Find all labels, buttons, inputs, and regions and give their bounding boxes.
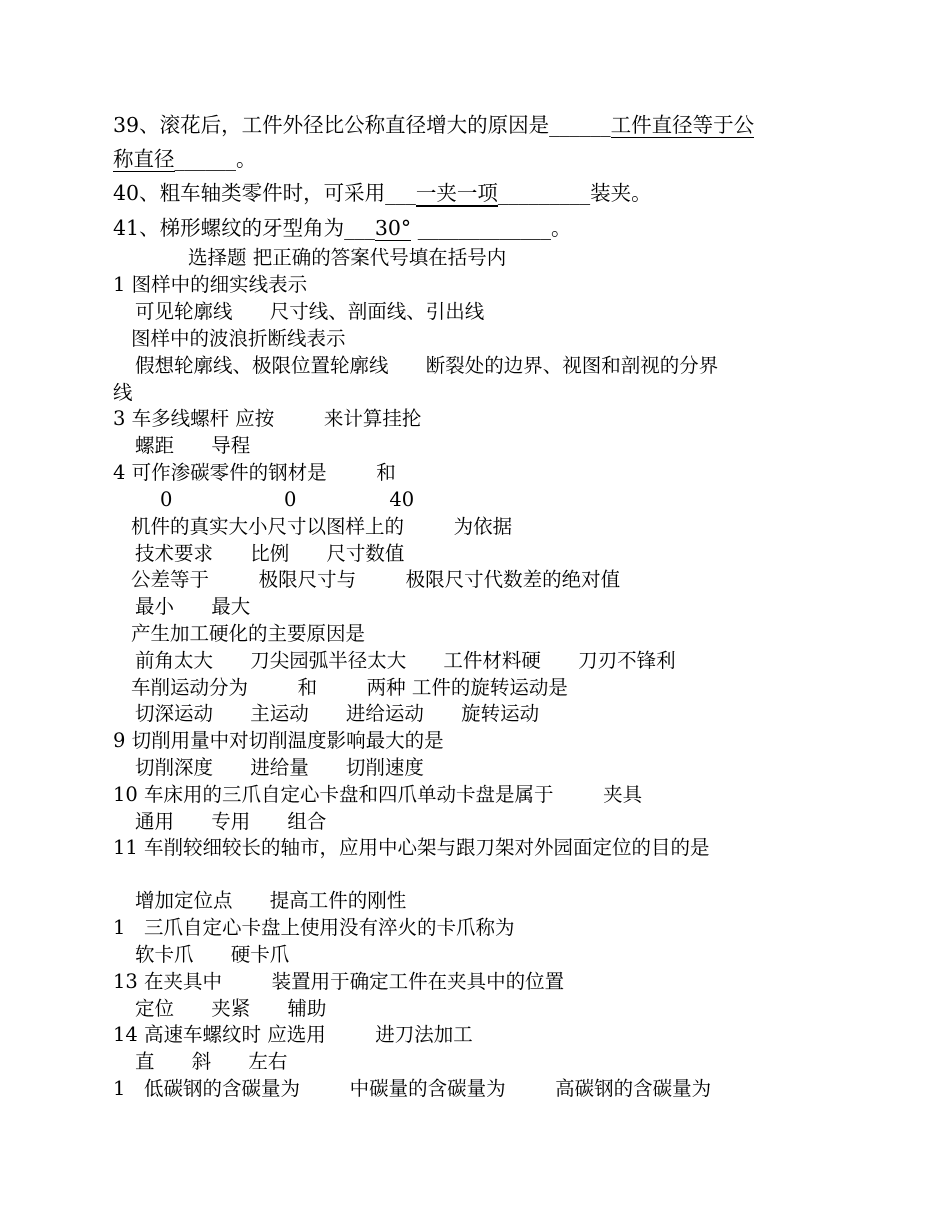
question-39	[113, 115, 754, 136]
q39-text: 39、滚花后，工件外径比公称直径增大的原因是	[113, 113, 550, 137]
question-41	[113, 218, 571, 239]
q40-text: 40、粗车轴类零件时，可采用	[113, 181, 386, 205]
choice-line: 4 可作渗碳零件的钢材是 和	[113, 461, 396, 484]
q41-end: 。	[550, 216, 572, 240]
choice-line: 软卡爪 硬卡爪	[135, 943, 290, 966]
choice-line: 螺距 导程	[135, 434, 251, 457]
choice-line: 车削运动分为 和 两种 工件的旋转运动是	[131, 676, 568, 699]
q39-blank: ______	[549, 113, 611, 137]
choice-line: 定位 夹紧 辅助	[135, 997, 327, 1020]
question-39-cont	[113, 149, 257, 170]
q39-answer-part2: 称直径	[113, 147, 175, 171]
choice-line: 图样中的波浪折断线表示	[131, 327, 346, 350]
q41-answer: 30°	[374, 216, 412, 240]
choice-line: 0 0 40	[160, 488, 415, 511]
question-40	[113, 183, 652, 204]
choice-line: 前角太大 刀尖园弧半径太大 工件材料硬 刀刃不锋利	[135, 649, 676, 672]
choice-line: 切深运动 主运动 进给运动 旋转运动	[135, 702, 540, 725]
q41-blank-2: _____________	[417, 216, 551, 240]
choice-line: 技术要求 比例 尺寸数值	[135, 542, 405, 565]
q39-blank-2: ______	[174, 147, 236, 171]
choice-line: 1 低碳钢的含碳量为 中碳量的含碳量为 高碳钢的含碳量为	[113, 1077, 712, 1100]
choice-line: 最小 最大	[135, 595, 251, 618]
choice-line: 可见轮廓线 尺寸线、剖面线、引出线	[135, 300, 485, 323]
choice-line: 切削深度 进给量 切削速度	[135, 756, 424, 779]
choice-line: 10 车床用的三爪自定心卡盘和四爪单动卡盘是属于 夹具	[113, 783, 643, 806]
choice-line: 直 斜 左右	[135, 1050, 288, 1073]
q40-blank-1: ___	[385, 181, 416, 205]
choice-line: 产生加工硬化的主要原因是	[131, 622, 366, 645]
q39-end: 。	[236, 147, 257, 171]
q40-tail: 装夹。	[590, 181, 652, 205]
choice-line: 1 图样中的细实线表示	[113, 273, 308, 296]
q39-answer-part1: 工件直径等于公	[610, 113, 755, 137]
choice-line: 11 车削较细较长的轴市，应用中心架与跟刀架对外园面定位的目的是	[113, 836, 710, 859]
choice-line: 1 三爪自定心卡盘上使用没有淬火的卡爪称为	[113, 916, 515, 939]
choice-line: 线	[113, 381, 133, 404]
choice-line: 通用 专用 组合	[135, 810, 327, 833]
choice-line: 3 车多线螺杆 应按 来计算挂抡	[113, 407, 422, 430]
choice-line: 14 高速车螺纹时 应选用 进刀法加工	[113, 1023, 473, 1046]
section-heading: 选择题 把正确的答案代号填在括号内	[188, 246, 507, 269]
choice-line: 9 切削用量中对切削温度影响最大的是	[113, 729, 444, 752]
choice-line: 公差等于 极限尺寸与 极限尺寸代数差的绝对值	[131, 568, 621, 591]
q40-blank-2: _________	[497, 181, 591, 205]
q40-answer: 一夹一项	[415, 181, 498, 205]
q41-blank-1: ___	[344, 216, 375, 240]
choice-line: 机件的真实大小尺寸以图样上的 为依据	[131, 515, 513, 538]
choice-line: 增加定位点 提高工件的刚性	[135, 889, 407, 912]
q41-text: 41、梯形螺纹的牙型角为	[113, 216, 345, 240]
choice-line: 13 在夹具中 装置用于确定工件在夹具中的位置	[113, 970, 565, 993]
choice-line: 假想轮廓线、极限位置轮廓线 断裂处的边界、视图和剖视的分界	[135, 354, 719, 377]
